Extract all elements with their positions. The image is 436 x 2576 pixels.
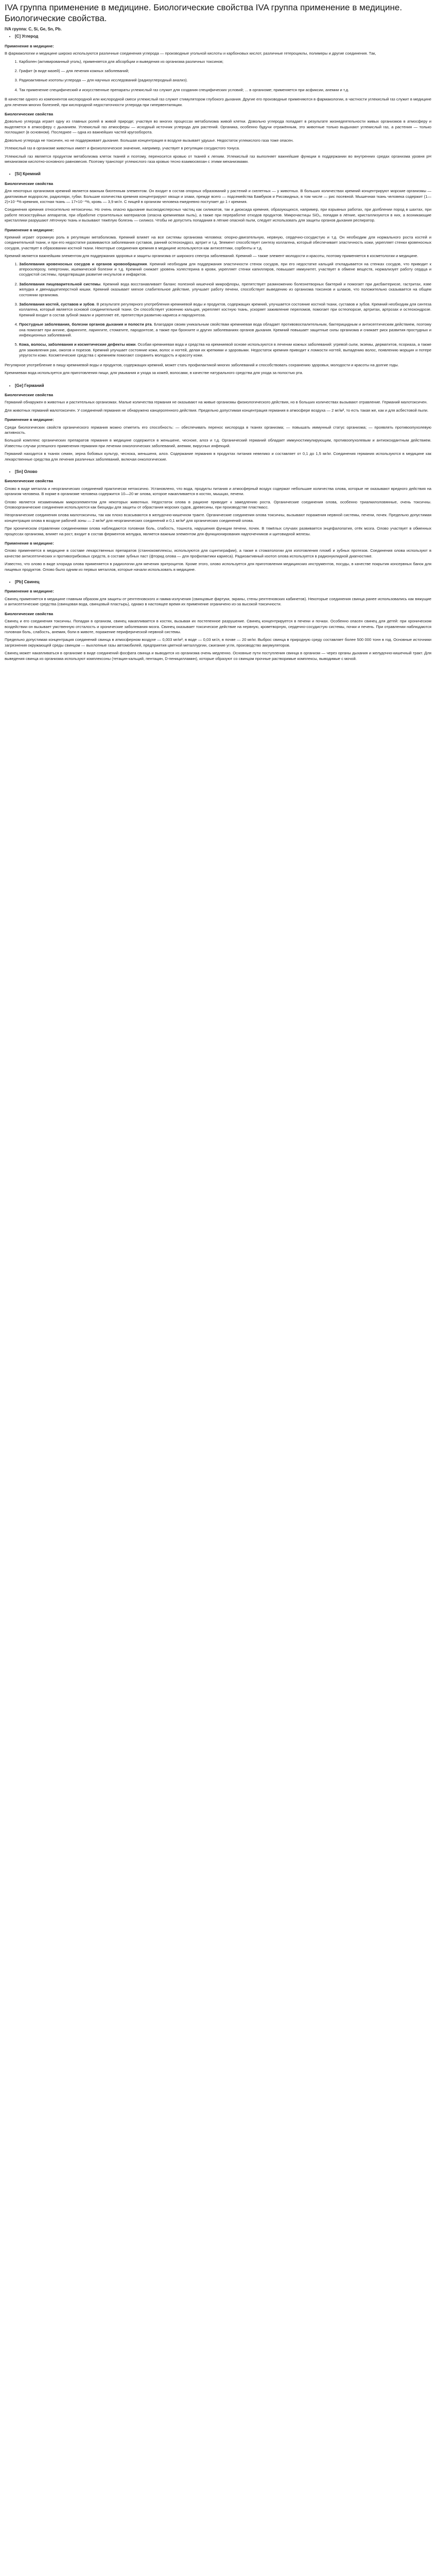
carbon-bio-paragraph: Довольно углерода не токсичен, но не поддерживает дыхание. Большая концентрация в воздухе вызывает удушье. Недостаток углекислого газа тоже опасен. <box>5 138 294 143</box>
silicon-med-list <box>5 262 431 359</box>
carbon-bio-paragraph: Углекислый газ является продуктом метаболизма клеток тканей и поэтому, переносится кровью от тканей к легким. Углекислый газ выполняет важнейшие функции в поддержании во внутренних средах организма уровня pH механизмом кислотно-основного равновесия. Поэтому транспорт углекислого газа кровью тесно взаимосвязан с этими механизмами. <box>5 154 431 164</box>
list-item-text: . Особая кремниевая вода и средства на кремниевой основе используются в лечении кожных заболеваний: угревой сыпи, экземы, дерматитов, псориаза, а также для заживления ран, ожогов и порезов. Кремний улучшает состояние кожи, волос и ногтей, делая их крепкими и здоровыми. Недостаток кремния приводит к ломкости ногтей, выпадению волос, появлению морщин и потере упругости кожи. Косметические средства с кремнием помогают сохранить молодость и красоту кожи. <box>19 342 432 358</box>
list-item-text: . Благодаря своим уникальным свойствам кремниевая вода обладает противовоспалительным, бактерицидным и антисептическим действием, поэтому она помогает при ангине, фарингите, ларингите, стоматите, пародонтозе, а также при бронхите и других заболеваниях органов дыхания. Кремний повышает защитные силы организма и снижает риск развития простудных и инфекционных заболеваний. <box>19 322 431 338</box>
page-title: IVA группа применение в медицине. Биологические свойства IVA группа применение в медицине. Биологические свойства. <box>5 3 403 23</box>
tin-bio-paragraph: Олово в виде металла и неорганических соединений практически нетоксично. Установлено, что вода, продукты питания и атмосферный воздух содержат небольшие количества олова, которые не оказывают вредного действия на организм человека. В норме в организме человека содержится 10—20 мг олова, которое накапливается в костях, мышцах, печени. <box>5 486 431 497</box>
germanium-heading <box>5 383 431 388</box>
carbon-med-paragraph: В фармакологии и медицине широко используются различные соединения углерода — производные угольной кислоты и карбоновых кислот, различные гетероциклы, полимеры и другие соединения. Так, <box>5 51 376 56</box>
carbon-heading <box>5 34 431 39</box>
silicon-med-paragraph: Кремний является важнейшим элементом для поддержания здоровья и защиты организма от широкого спектра заболеваний. Кремний — также элемент молодости и красоты, поэтому применяется в косметологии и медицине. <box>5 253 418 259</box>
carbon-med-paragraph: В качестве одного из компонентов кислородной или кислородной смеси углекислый газ служит стимулятором глубокого дыхания. Другие его производные применяются в фармакологии, в частности углекислый газ служит в медицине для лечения многих болезней, при кислородной недостаточности углерода при гипервентиляции. <box>5 97 431 107</box>
list-item <box>19 282 431 298</box>
lead-bio-title: Биологические свойства <box>5 611 54 616</box>
tin-bio-title: Биологические свойства <box>5 479 54 484</box>
tin-heading-label: • [Sn] Олово <box>15 469 431 474</box>
tin-med-paragraph: Олово применяется в медицине в составе лекарственных препаратов (станнокомплексы, используются для сцинтиграфии), а также в стоматологии для изготовления пломб и зубных протезов. Соединения олова используют в качестве антисептических и противогрибковых средств, в составе зубных паст (фторид олова — для профилактики кариеса). Радиоактивный изотоп олова используется в радионуклидной диагностике. <box>5 548 431 558</box>
list-item-text: . В результате регулярного употребления кремниевой воды и продуктов, содержащих кремний, улучшается состояние костной ткани, суставов и зубов. Кремний необходим для синтеза коллагена, который является основой соединительной ткани. Он способствует усвоению кальция, укрепляет костную ткань, ускоряет заживление переломов, помогает при остеопорозе, артритах, артрозах и остеохондрозе. Кремний входит в состав зубной эмали и укрепляет её, препятствуя развитию кариеса и пародонтоза. <box>19 302 431 317</box>
tin-heading <box>5 469 431 474</box>
carbon-bio-paragraph: Довольно углерода играет одну из главных ролей в живой природе; участвуя во многих процессах метаболизма живой клетки. Довольно углерода попадает в результате жизнедеятельности живых организмов в атмосферу и выделяется в атмосферу с дыханием. Углекислый газ атмосферы — исходный источник углерода для растений. Органика, особенно будучи отражённым, это животные только выдыхают углекислый газ, а растения — только поглощают (в основном). Последнее — одна из важнейших частей кругооборота. <box>5 119 431 135</box>
silicon-med-title: Применение в медицине: <box>5 227 54 232</box>
silicon-bio-paragraph: Для некоторых организмов кремний является важным биогенным элементом. Он входит в состав опорных образований у растений и скелетных — у животных. В больших количествах кремний концентрируют морские организмы — диатомовые водоросли, радиоляри, губки. Большие количества кремния концентрируют хвощи и злаки, прежде всего — подсемейства Бамбуков и Рисовидных, в том числе — рис посевной. Мышечная ткань человека содержит (1—2)×10⁻²% кремния, костная ткань — 17×10⁻⁴%, кровь — 3,9 мг/л. С пищей в организм человека ежедневно поступает до 1 г кремния. <box>5 189 431 204</box>
silicon-tail-paragraph: Кремниевая вода используется для приготовления пищи, для умывания и ухода за кожей, волосами, в качестве натурального средства для ухода за полостью рта. <box>5 370 303 376</box>
germanium-med-paragraph: Германий находится в тканях семян, зерна бобовых культур, чеснока, женьшеня, алоэ. Содержание германия в продуктах питания невелико и составляет от 0,1 до 1,5 мг/кг. Соединения германия используются в медицине как лекарственные средства для лечения различных заболеваний, включая онкологические. <box>5 451 431 462</box>
list-item-text: . Кремний вода восстанавливает баланс полезной кишечной микрофлоры, препятствует размножению болезнетворных бактерий и помогает при дисбактериозе, гастритах, язве желудка и двенадцатиперстной кишки. Кремний оказывает мягкое слабительное действие, улучшает работу печени, способствует выведению из организма токсинов и шлаков, что положительно сказывается на общем состоянии организма. <box>19 281 431 297</box>
silicon-heading-label: • [Si] Кремний <box>15 172 431 177</box>
germanium-med-paragraph: Среди биологических свойств органического германия можно отметить его способность: — обеспечивать перенос кислорода в тканях организма; — повышать иммунный статус организма; — проявлять противоопухолевую активность. <box>5 425 431 435</box>
tin-bio-paragraph: Олово является незаменимым микроэлементом для некоторых животных. Недостаток олова в рационе приводит к замедлению роста. Органические соединения олова, особенно триалкилоловянные, очень токсичны. Оловоорганические соединения используются как биоциды для защиты от обрастания морских судов, древесины, при производстве пластмасс. <box>5 499 431 510</box>
silicon-tail-paragraph: Регулярное употребление в пищу кремниевой воды и продуктов, содержащих кремний, может стать профилактикой многих заболеваний и способствовать сохранению здоровья, молодости и красоты на долгие годы. <box>5 362 399 367</box>
group-subtitle: IVA группа: C, Si, Ge, Sn, Pb. <box>5 27 62 31</box>
list-item <box>19 342 431 358</box>
tin-bio-paragraph: Неорганические соединения олова малотоксичны, так как плохо всасываются в желудочно-кишечном тракте. Органические соединения олова токсичны, вызывают поражения нервной системы, печени, почек. Предельно допустимая концентрация олова в воздухе рабочей зоны — 2 мг/м³ для неорганических соединений и 0,1 мг/м³ для органических соединений олова. <box>5 513 431 523</box>
silicon-med-paragraph: Кремний играет огромную роль в регуляции метаболизма. Кремний влияет на все системы организма человека: опорно-двигательную, нервную, сердечно-сосудистую и т.д. Он необходим для нормального роста костей и соединительной ткани, и при его недостатке развиваются заболевания суставов, ранний остеохондроз, артрит и т.д. Элемент способствует синтезу коллагена, который обеспечивает эластичность кожи, укрепляет стенки кровеносных сосудов, участвует в образовании костной ткани. Некоторые соединения кремния в медицине используются как антисептики, сорбенты и т.д. <box>5 234 431 250</box>
carbon-med-list <box>5 59 431 93</box>
silicon-heading <box>5 172 431 177</box>
carbon-bio-title: Биологические свойства <box>5 112 54 117</box>
list-item <box>19 262 431 278</box>
germanium-bio-title: Биологические свойства <box>5 392 54 397</box>
list-item-text: . Кремний необходим для поддержания эластичности стенок сосудов, при его недостатке кальций откладывается на стенках сосудов, что приводит к атеросклерозу, гипертонии, ишемической болезни и т.д. Кремний снижает уровень холестерина в крови, укрепляет стенки капилляров, повышает иммунитет, участвует в обмене веществ, нормализует работу сердца и сосудистой системы, предотвращая развитие инсультов и инфарктов. <box>19 261 431 277</box>
list-item-title: Кожа, волосы, заболевания и косметические дефекты кожи <box>19 342 136 347</box>
list-item <box>19 302 431 318</box>
germanium-med-paragraph: Большой комплекс органических препаратов германия в медицине содержится в женьшене, чесноке, алоэ и т.д. Органический германий обладает иммуностимулирующим, противоопухолевым и антиоксидантным действием. Известны случаи успешного применения германия при лечении онкологических заболеваний, анемии, вирусных инфекций. <box>5 438 431 448</box>
tin-med-title: Применение в медицине: <box>5 541 54 546</box>
carbon-heading-label: • [C] Углерод <box>15 34 431 39</box>
lead-heading <box>5 580 431 585</box>
list-item-title: Заболевания костей, суставов и зубов <box>19 302 95 307</box>
list-item-title: Заболевания кровеносных сосудов и органов кровообращения <box>19 261 147 266</box>
germanium-bio-paragraph: Для животных германий малотоксичен. У соединений германия не обнаружено канцерогенного действия. Предельно допустимая концентрация германия в атмосфере воздуха — 2 мг/м³, то есть такая же, как и для асбестовой пыли. <box>5 408 429 413</box>
lead-bio-paragraph: Свинец может накапливаться в организме в виде соединений фосфата свинца и выводится из организма очень медленно. Основные пути поступления свинца в организм — через органы дыхания и желудочно-кишечный тракт. Для выведения свинца из организма используют комплексоны (тетацин-кальций, пентацин, D-пеницилламин), которые образуют со свинцом прочные растворимые комплексы, выводимые с мочой. <box>5 651 431 661</box>
lead-bio-paragraph: Свинец и его соединения токсичны. Попадая в организм, свинец накапливается в костях, вызывая их постепенное разрушение. Свинец концентрируется в печени и почках. Особенно опасен свинец для детей: при хроническом воздействии он вызывает умственную отсталость и хронические заболевания мозга. Свинец оказывает токсическое действие на нервную, кроветворную, сердечно-сосудистую системы, почки и печень. При отравлении наблюдаются головная боль, слабость, анемия, боли в животе, поражение периферической нервной системы. <box>5 619 431 634</box>
list-item <box>19 322 431 338</box>
list-item: 4. Так применение специфический и искусственные препараты углекислый газ служит для создания специфических условий; ... в организме; применяется при асфиксии, анемии и т.д. <box>19 88 431 93</box>
list-item-title: Простудные заболевания, болезни органов дыхания и полости рта <box>19 322 152 327</box>
carbon-med-title: Применение в медицине: <box>5 43 54 48</box>
tin-med-paragraph: Известно, что олово в виде хлорида олова применяется в радиологии для мечения эритроцитов. Кроме этого, олово используется для приготовления медицинских инструментов, посуды, в качестве покрытия консервных банок для пищевых продуктов. Олово было одним из первых металлов, которые начали использовать в медицине. <box>5 562 431 572</box>
germanium-bio-paragraph: Германий обнаружен в животных и растительных организмах. Малые количества германия не оказывают на живые организмы физиологического действия, но в больших количествах вызывают отравление. Германий малотоксичен. <box>5 400 428 405</box>
list-item: 2. Графит (в виде мазей) — для лечения кожных заболеваний; <box>19 69 431 74</box>
lead-med-title: Применение в медицине: <box>5 589 54 594</box>
carbon-bio-paragraph: Углекислый газ в организме животных имеет и физиологическое значение, например, участвует в регуляции сосудистого тонуса. <box>5 146 240 151</box>
germanium-heading-label: • [Ge] Германий <box>15 383 431 388</box>
germanium-med-title: Применение в медицине: <box>5 417 54 422</box>
silicon-bio-paragraph: Соединения кремния относительно нетоксичны. Но очень опасно вдыхание высокодисперсных частиц как силикатов, так и диоксида кремния, образующихся, например, при взрывных работах, при долблении пород в шахтах, при работе пескоструйных аппаратов, при обработке строительных материалов (опасна кремниевая пыль), а также при переработке отходов продуктов. Микрочастицы SiO₂, попадая в лёгкие, кристаллизуются в них, а возникающие кристаллики разрушают лёгочную ткань и вызывают тяжёлую болезнь — силикоз. Чтобы не допустить попадания в лёгкие опасной пыли, следует использовать для защиты органов дыхания респиратор. <box>5 207 431 223</box>
list-item: 3. Радиоактивные изотопы углерода — для научных исследований (радиоуглеродный анализ). <box>19 78 431 83</box>
list-item-title: Заболевания пищеварительной системы <box>19 281 101 286</box>
tin-bio-paragraph: При хроническом отравлении соединениями олова наблюдаются головная боль, слабость, тошнота, нарушения функции печени, почек. В тяжёлых случаях развивается энцефалопатия, отёк мозга. Олово участвует в обменных процессах организма, влияет на рост, входит в состав ферментов желудка, является важным элементом для функционирования надпочечников и щитовидной железы. <box>5 526 431 536</box>
article <box>0 0 436 669</box>
lead-med-paragraph: Свинец применяется в медицине главным образом для защиты от рентгеновского и гамма-излучения (свинцовые фартуки, экраны, стены рентгеновских кабинетов). Некоторые соединения свинца ранее использовались как вяжущие и антисептические средства (свинцовая вода, свинцовый пластырь), однако в настоящее время их применение ограничено из-за высокой токсичности. <box>5 596 431 607</box>
lead-bio-paragraph: Предельно допустимая концентрация соединений свинца в атмосферном воздухе — 0,003 мг/м³, в воде — 0,03 мг/л, в почве — 20 мг/кг. Выброс свинца в природную среду составляет более 500 000 тонн в год. Основные источники загрязнения окружающей среды свинцом — выхлопные газы автомобилей, предприятия цветной металлургии, сжигание угля, производство аккумуляторов. <box>5 637 431 648</box>
list-item: 1. Карболен (активированный уголь), применяется для абсорбции и выведения из организма различных токсинов; <box>19 59 431 64</box>
lead-heading-label: • [Pb] Свинец <box>15 580 431 585</box>
silicon-bio-title: Биологические свойства <box>5 181 54 186</box>
